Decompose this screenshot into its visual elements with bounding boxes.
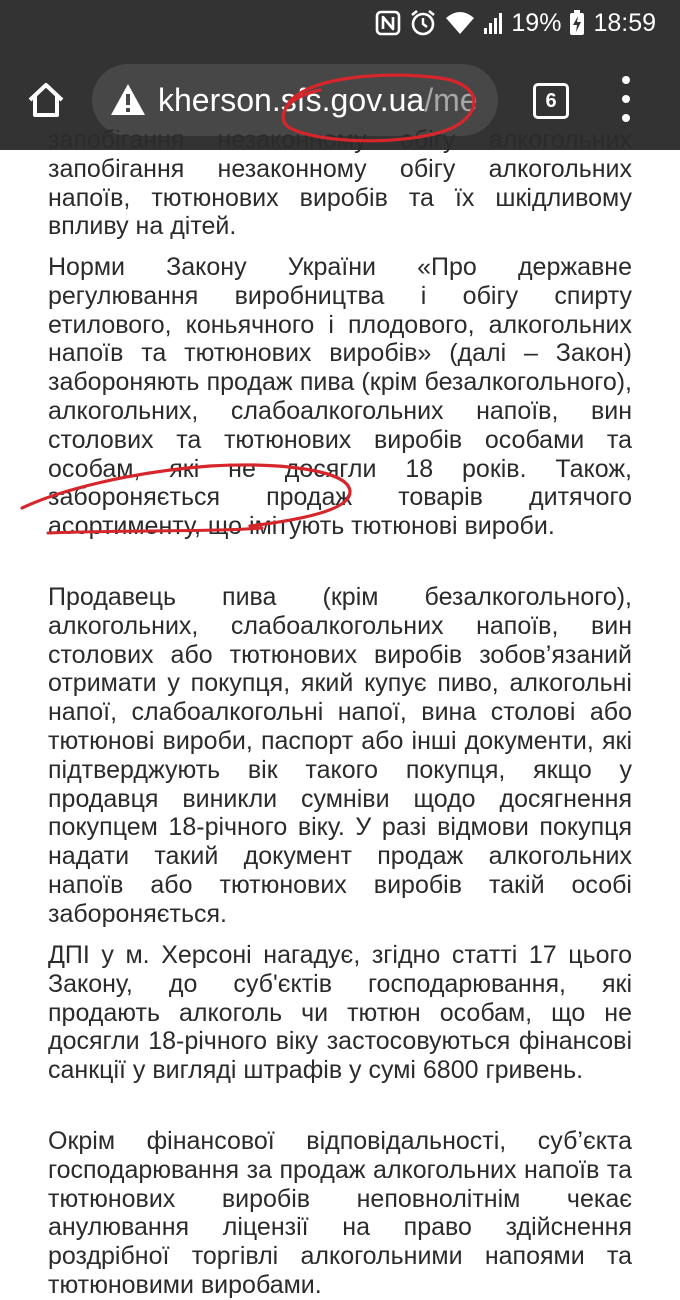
article-paragraph: Продавець пива (крім безалкогольного), алкогольних, слабоалкогольних напоїв, вин столових або тютюнових виробів зобов’язаний отримати у покупця, який купує пиво, алкогольні напої, слабоалкогольні напої, вина столові або тютюнові вироби, паспорт або інші документи, які підтверджують вік такого покупця, якщо у продавця виникли сумніви щодо досягнення покупцем 18-річного віку. У разі відмови покупця надати такий документ продаж алкогольних напоїв або тютюнових виробів такій особі забороняється. [48,583,632,928]
article-paragraph: Окрім фінансової відповідальності, суб’єкта господарювання за продаж алкогольних напоїв та тютюнових виробів неповнолітнім чекає анулювання ліцензії на право здійснення роздрібної торгівлі алкогольними напоями та тютюновими виробами. [48,1127,632,1299]
warning-icon[interactable] [110,82,146,118]
article-paragraph: запобігання незаконному обігу алкогольних запобігання незаконному обігу алкогольних напоїв, тютюнових виробів та їх шкідливому впливу на дітей. [48,126,632,241]
overflow-menu-button[interactable] [608,74,644,124]
tab-count: 6 [545,90,557,112]
status-icons [375,0,656,46]
battery-charging-icon [569,10,585,36]
cell-signal-icon [483,11,503,35]
url-path: /me [424,82,478,118]
tab-switcher-button[interactable] [530,80,570,120]
tab-switcher-icon [533,83,569,119]
clock: 18:59 [593,8,656,37]
url-domain: kherson.sfs.gov.ua [158,82,425,118]
battery-percent: 19% [511,8,562,37]
article-body [48,126,632,1299]
overflow-menu-icon [622,76,630,84]
alarm-icon [409,9,437,37]
home-button[interactable] [18,72,74,128]
article-paragraph: Норми Закону України «Про державне регулювання виробництва і обігу спирту етилового, коньячного і плодового, алкогольних напоїв та тютюнових виробів» (далі – Закон) забороняють продаж пива (крім безалкогольного), алкогольних, слабоалкогольних напоїв, вин столових та тютюнових виробів особами та особам, які не досягли 18 років. Також, забороняється продаж товарів дитячого асортименту, що імітують тютюнові вироби. [48,253,632,541]
wifi-icon [445,10,475,36]
home-icon [26,80,66,120]
article-paragraph: ДПІ у м. Херсоні нагадує, згідно статті 17 цього Закону, до суб'єктів господарювання, які продають алкоголь чи тютюн особам, що не досягли 18-річного віку застосовуються фінансові санкції у вигляді штрафів у сумі 6800 гривень. [48,941,632,1085]
nfc-icon [375,10,401,36]
status-bar [0,0,680,46]
